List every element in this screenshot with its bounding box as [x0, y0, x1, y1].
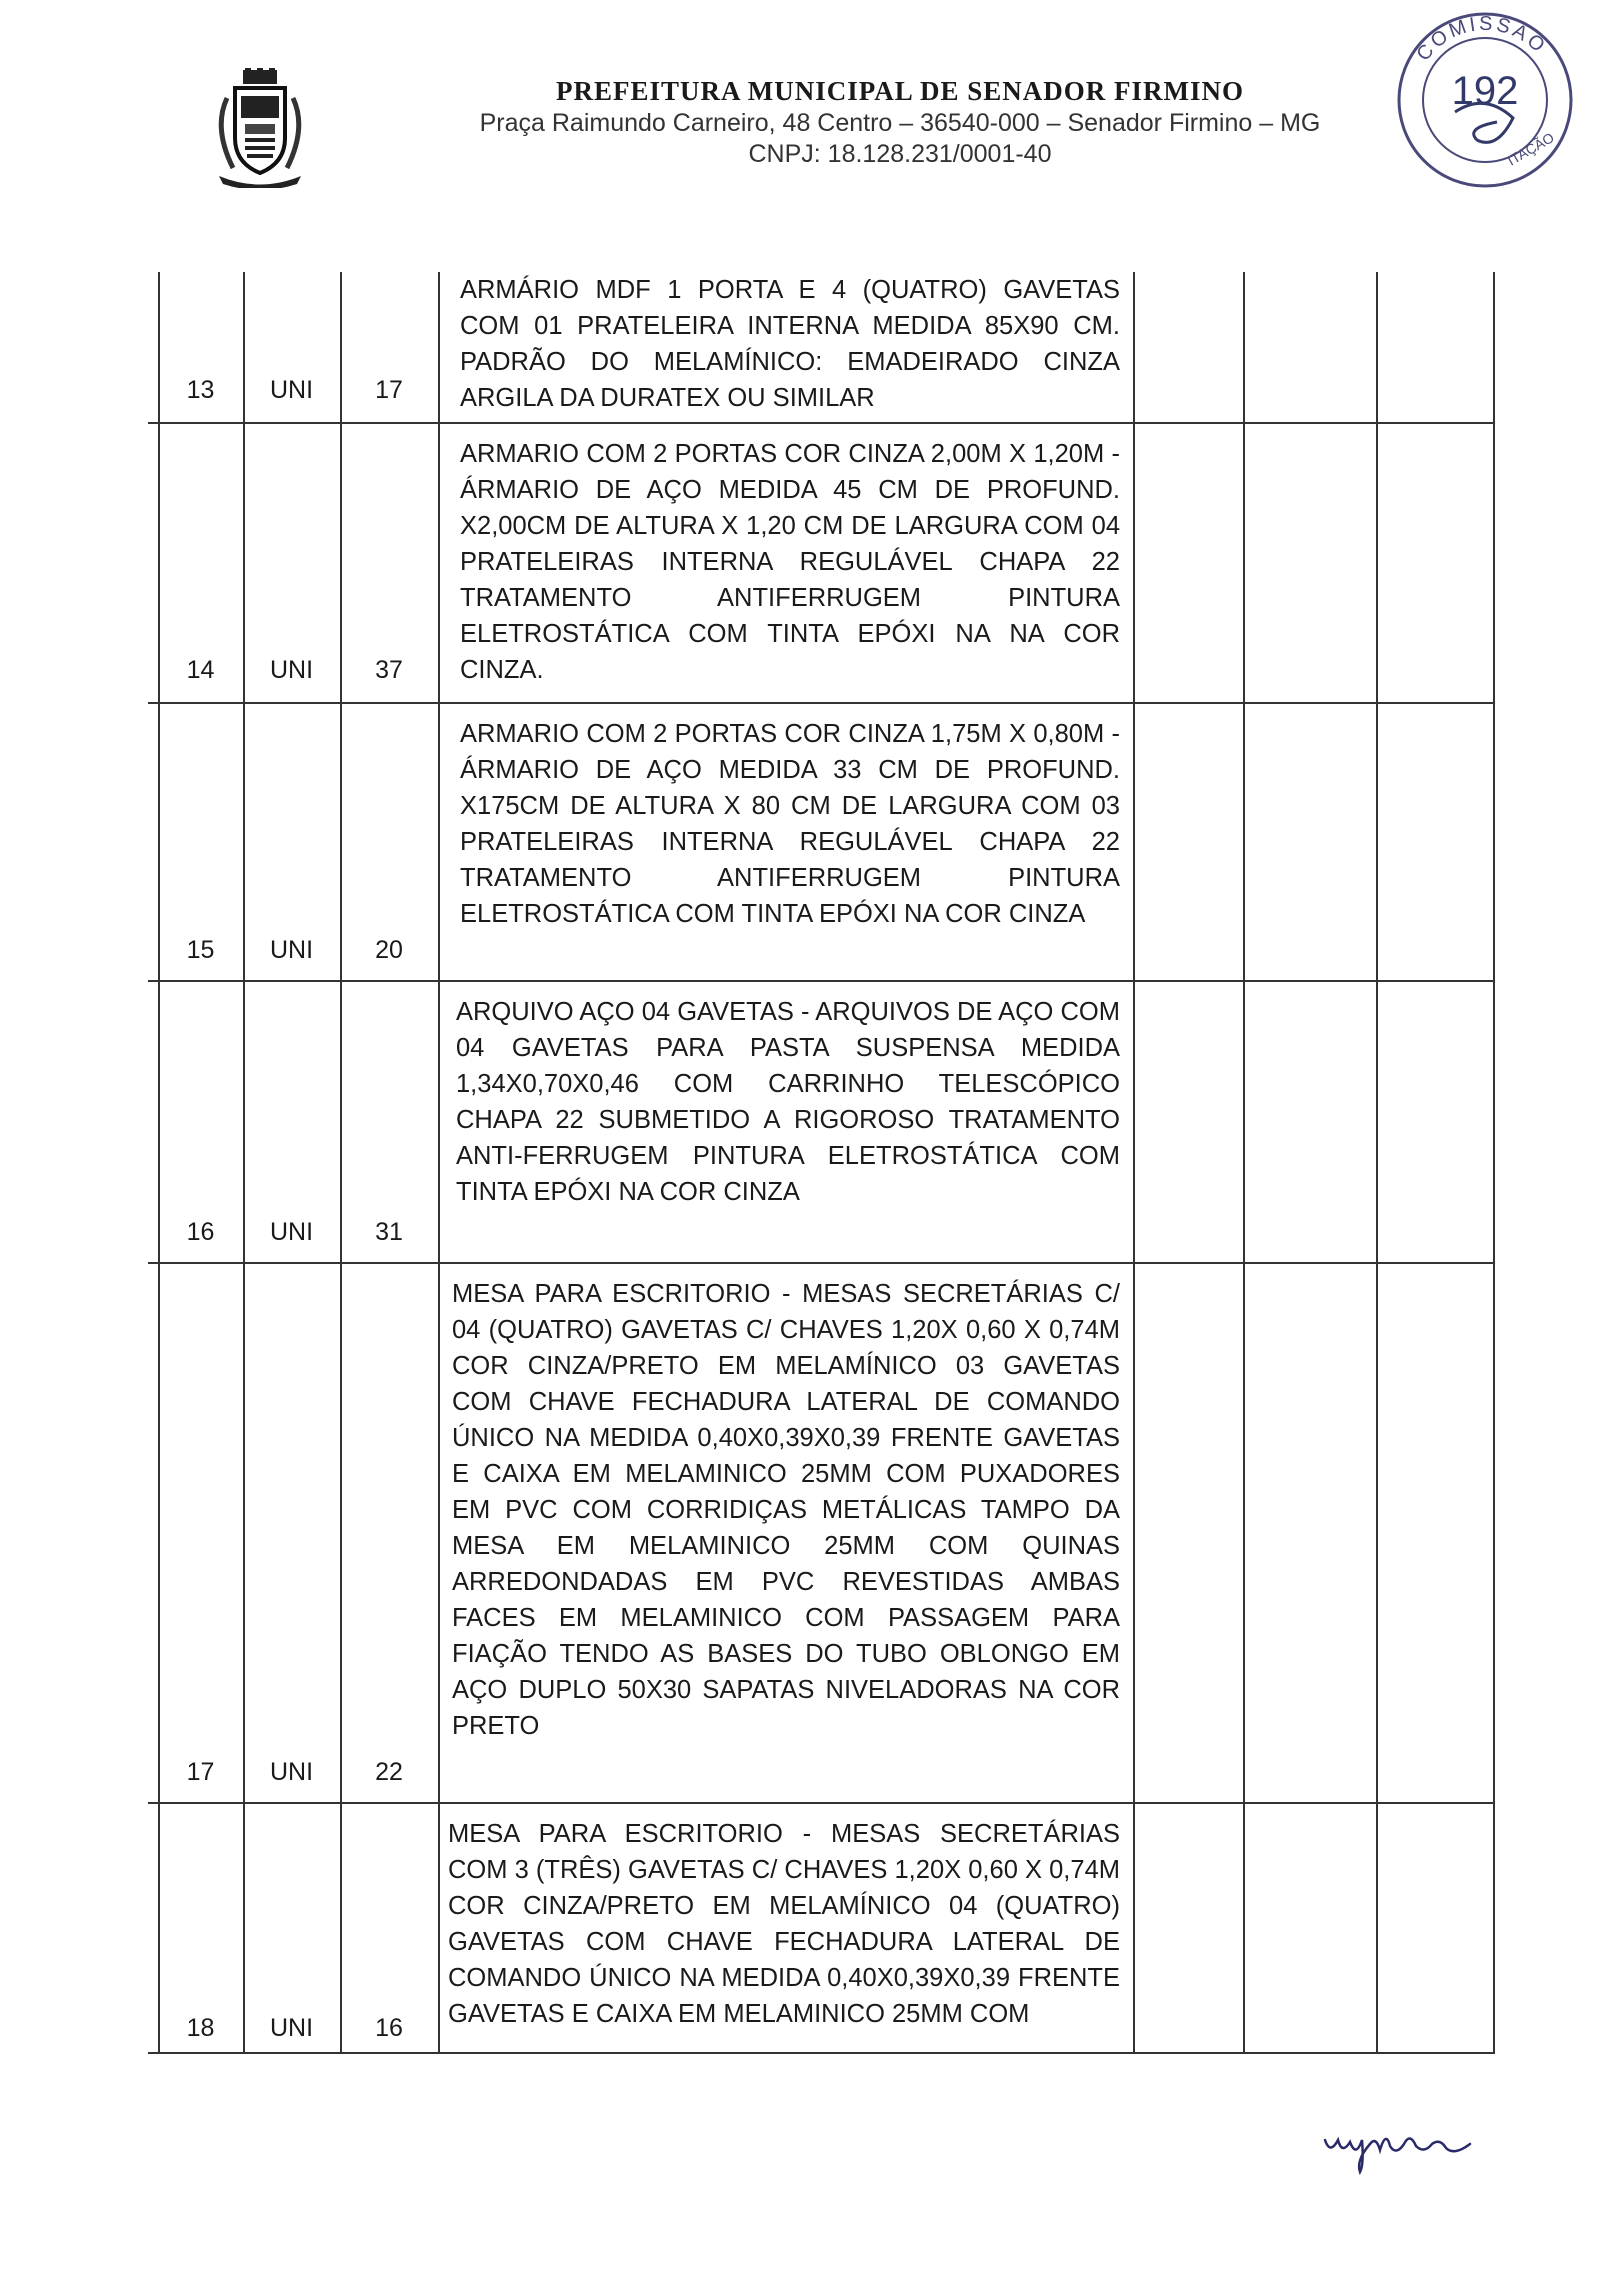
item-number: 16: [186, 1218, 215, 1246]
institution-address: Praça Raimundo Carneiro, 48 Centro – 36540-000 – Senador Firmino – MG: [479, 109, 1321, 137]
item-number: 14: [186, 656, 215, 684]
quantity-cell: 20: [375, 936, 403, 964]
letterhead: [380, 74, 1420, 170]
quantity-cell: 22: [375, 1758, 403, 1786]
item-description: ARMARIO COM 2 PORTAS COR CINZA 1,75M X 0,80M - ÁRMARIO DE AÇO MEDIDA 33 CM DE PROFUND. X175CM DE ALTURA X 80 CM DE LARGURA COM 03 PRATELEIRAS INTERNA REGULÁVEL CHAPA 22 TRATAMENTO ANTIFERRUGEM PINTURA ELETROSTÁTICA COM TINTA EPÓXI NA COR CINZA: [460, 720, 1120, 928]
row-divider: [148, 980, 1495, 982]
items-table: [148, 272, 1498, 2072]
item-description: MESA PARA ESCRITORIO - MESAS SECRETÁRIAS C/ 04 (QUATRO) GAVETAS C/ CHAVES 1,20X 0,60 X 0,74M COR CINZA/PRETO EM MELAMÍNICO 03 GAVETAS COM CHAVE FECHADURA LATERAL DE COMANDO ÚNICO NA MEDIDA 0,40X0,39X0,39 FRENTE GAVETAS E CAIXA EM MELAMINICO 25MM COM PUXADORES EM PVC COM CORRIDIÇAS METÁLICAS TAMPO DA MESA EM MELAMINICO 25MM COM QUINAS ARREDONDADAS EM PVC REVESTIDAS AMBAS FACES EM MELAMINICO COM PASSAGEM PARA FIAÇÃO TENDO AS BASES DO TUBO OBLONGO EM AÇO DUPLO 50X30 SAPATAS NIVELADORAS NA COR PRETO: [452, 1280, 1120, 1740]
svg-text:COMISSÃO: COMISSÃO: [1412, 12, 1551, 66]
unit-cell: UNI: [269, 656, 314, 684]
quantity-cell: 17: [375, 376, 403, 404]
item-description: ARMARIO COM 2 PORTAS COR CINZA 2,00M X 1,20M - ÁRMARIO DE AÇO MEDIDA 45 CM DE PROFUND. X2,00CM DE ALTURA X 1,20 CM DE LARGURA COM 04 PRATELEIRAS INTERNA REGULÁVEL CHAPA 22 TRATAMENTO ANTIFERRUGEM PINTURA ELETROSTÁTICA COM TINTA EPÓXI NA NA COR CINZA.: [460, 440, 1120, 684]
svg-text:ITAÇÃO: ITAÇÃO: [1504, 129, 1557, 169]
unit-cell: UNI: [269, 1218, 314, 1246]
item-description: ARMÁRIO MDF 1 PORTA E 4 (QUATRO) GAVETAS COM 01 PRATELEIRA INTERNA MEDIDA 85X90 CM. PADRÃO DO MELAMÍNICO: EMADEIRADO CINZA ARGILA DA DURATEX OU SIMILAR: [460, 276, 1120, 412]
item-description: ARQUIVO AÇO 04 GAVETAS - ARQUIVOS DE AÇO COM 04 GAVETAS PARA PASTA SUSPENSA MEDIDA 1,34X0,70X0,46 COM CARRINHO TELESCÓPICO CHAPA 22 SUBMETIDO A RIGOROSO TRATAMENTO ANTI-FERRUGEM PINTURA ELETROSTÁTICA COM TINTA EPÓXI NA COR CINZA: [456, 998, 1120, 1206]
svg-text:192: 192: [1451, 69, 1519, 113]
table-border: [438, 272, 440, 2052]
item-number: 18: [186, 2014, 215, 2042]
table-border: [1243, 272, 1245, 2052]
quantity-cell: 31: [375, 1218, 403, 1246]
commission-stamp: [1385, 0, 1585, 200]
row-divider: [148, 1802, 1495, 1804]
table-border: [1493, 272, 1495, 2052]
row-divider: [148, 2052, 1495, 2054]
row-divider: [148, 702, 1495, 704]
table-border: [1133, 272, 1135, 2052]
institution-cnpj: CNPJ: 18.128.231/0001-40: [748, 140, 1052, 168]
unit-cell: UNI: [269, 936, 314, 964]
unit-cell: UNI: [269, 376, 314, 404]
coat-of-arms-logo: [205, 68, 315, 188]
institution-title: PREFEITURA MUNICIPAL DE SENADOR FIRMINO: [555, 76, 1245, 106]
item-number: 17: [186, 1758, 215, 1786]
unit-cell: UNI: [269, 2014, 314, 2042]
item-number: 15: [186, 936, 215, 964]
item-number: 13: [186, 376, 215, 404]
row-divider: [148, 1262, 1495, 1264]
quantity-cell: 16: [375, 2014, 403, 2042]
handwritten-signature: [1320, 2110, 1480, 2180]
item-description: MESA PARA ESCRITORIO - MESAS SECRETÁRIAS COM 3 (TRÊS) GAVETAS C/ CHAVES 1,20X 0,60 X 0,74M COR CINZA/PRETO EM MELAMÍNICO 04 (QUATRO) GAVETAS COM CHAVE FECHADURA LATERAL DE COMANDO ÚNICO NA MEDIDA 0,40X0,39X0,39 FRENTE GAVETAS E CAIXA EM MELAMINICO 25MM COM: [448, 1820, 1120, 2028]
table-border: [1376, 272, 1378, 2052]
unit-cell: UNI: [269, 1758, 314, 1786]
row-divider: [148, 422, 1495, 424]
quantity-cell: 37: [375, 656, 403, 684]
